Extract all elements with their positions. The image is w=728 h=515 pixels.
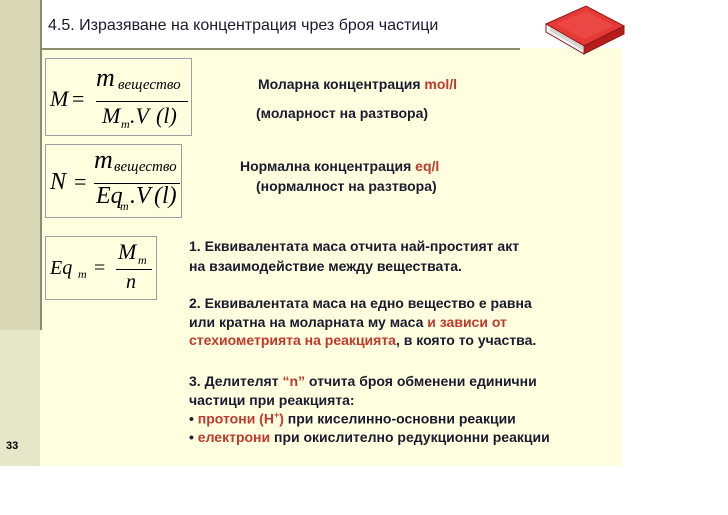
molar-label: Моларна концентрация — [258, 76, 425, 92]
formula-eq-den: n — [126, 271, 136, 293]
point2-line-2-b: и зависи от — [427, 314, 507, 330]
formula-molar-den-M: M — [102, 103, 121, 128]
point3-bullet-1-b: ) — [279, 410, 284, 427]
point3-bullet-2-a: електрони — [197, 429, 271, 445]
title-rule — [40, 48, 520, 50]
formula-normal-eq: = — [74, 169, 87, 194]
point3-line-1-b: “n” — [282, 373, 306, 389]
formula-eq-lhs: Eq — [50, 257, 73, 279]
left-band-top — [0, 0, 40, 330]
point2-line-1: 2. Еквивалентата маса на едно вещество е равна — [189, 295, 532, 311]
molar-unit: mol/l — [424, 76, 458, 92]
formula-molar-den-l: (l) — [156, 103, 177, 128]
slide-title: 4.5. Изразяване на концентрация чрез броя частици — [48, 17, 439, 34]
point3-line-1-c: отчита броя обменени единични — [305, 373, 537, 389]
point1-line-2: на взаимодействие между веществата. — [189, 258, 462, 274]
formula-molar-eq: = — [72, 86, 85, 111]
point3-bullet-1-a: протони (H — [197, 410, 274, 427]
formula-eq-box — [45, 236, 157, 300]
point3-bullet-1 — [189, 410, 516, 427]
point3-line-1-a: 3. Делителят — [189, 373, 283, 389]
point3-bullet-2 — [189, 429, 550, 445]
formula-normal-box — [45, 144, 182, 218]
point2-line-2-a: или кратна на моларната му маса — [189, 314, 428, 330]
point2-line-3-a: стехиометрията на реакцията — [189, 332, 396, 348]
normal-unit: eq/l — [415, 158, 440, 174]
point3-bullet-1-c: при киселинно-основни реакции — [283, 410, 516, 427]
formula-eq-fraction-line — [116, 269, 152, 270]
formula-eq-num-sub: m — [138, 253, 147, 267]
point2-line-3 — [189, 332, 536, 348]
formula-normal-den-V: .V — [130, 183, 151, 209]
formula-eq-lhs-sub: m — [78, 267, 87, 281]
point2-line-2 — [189, 314, 507, 330]
formula-molar-num-sub: вещество — [118, 77, 181, 93]
formula-normal-den-l: (l) — [154, 183, 177, 209]
formula-molar-den-V: .V — [130, 103, 149, 128]
point3-line-1 — [189, 373, 537, 389]
formula-normal-den-sub: m — [120, 199, 129, 213]
formula-molar-fraction-line — [96, 101, 188, 102]
formula-molar-box — [45, 58, 192, 136]
formula-molar-den-sub: m — [121, 117, 130, 131]
formula-molar-lhs: M — [50, 86, 69, 111]
normal-label: Нормална концентрация — [240, 158, 416, 174]
book-icon — [540, 2, 628, 56]
formula-molar-num-m: m — [96, 63, 115, 92]
vertical-rule — [40, 0, 42, 330]
molar-line-1 — [258, 76, 457, 92]
normal-line-2: (нормалност на разтвора) — [256, 178, 437, 194]
molar-line-2: (моларност на разтвора) — [256, 105, 429, 121]
point3-line-2: частици при реакцията: — [189, 392, 355, 408]
formula-normal-den-Eq: Eq — [96, 183, 123, 209]
bullet-dot: • — [189, 410, 198, 427]
formula-eq-num-M: M — [118, 239, 137, 264]
formula-eq-eq: = — [94, 257, 106, 279]
point2-line-3-b: , в която то участва. — [395, 332, 537, 348]
point3-bullet-1-sup: + — [273, 410, 280, 420]
normal-line-1 — [240, 158, 439, 174]
formula-normal-num-sub: вещество — [114, 159, 177, 175]
point3-bullet-2-b: при окислително редукционни реакции — [270, 429, 550, 445]
bullet-dot: • — [189, 429, 198, 445]
formula-normal-num-m: m — [94, 145, 113, 174]
page-number: 33 — [6, 440, 19, 452]
formula-normal-lhs: N — [50, 169, 67, 195]
point1-line-1: 1. Еквивалентата маса отчита най-простият акт — [189, 238, 520, 254]
